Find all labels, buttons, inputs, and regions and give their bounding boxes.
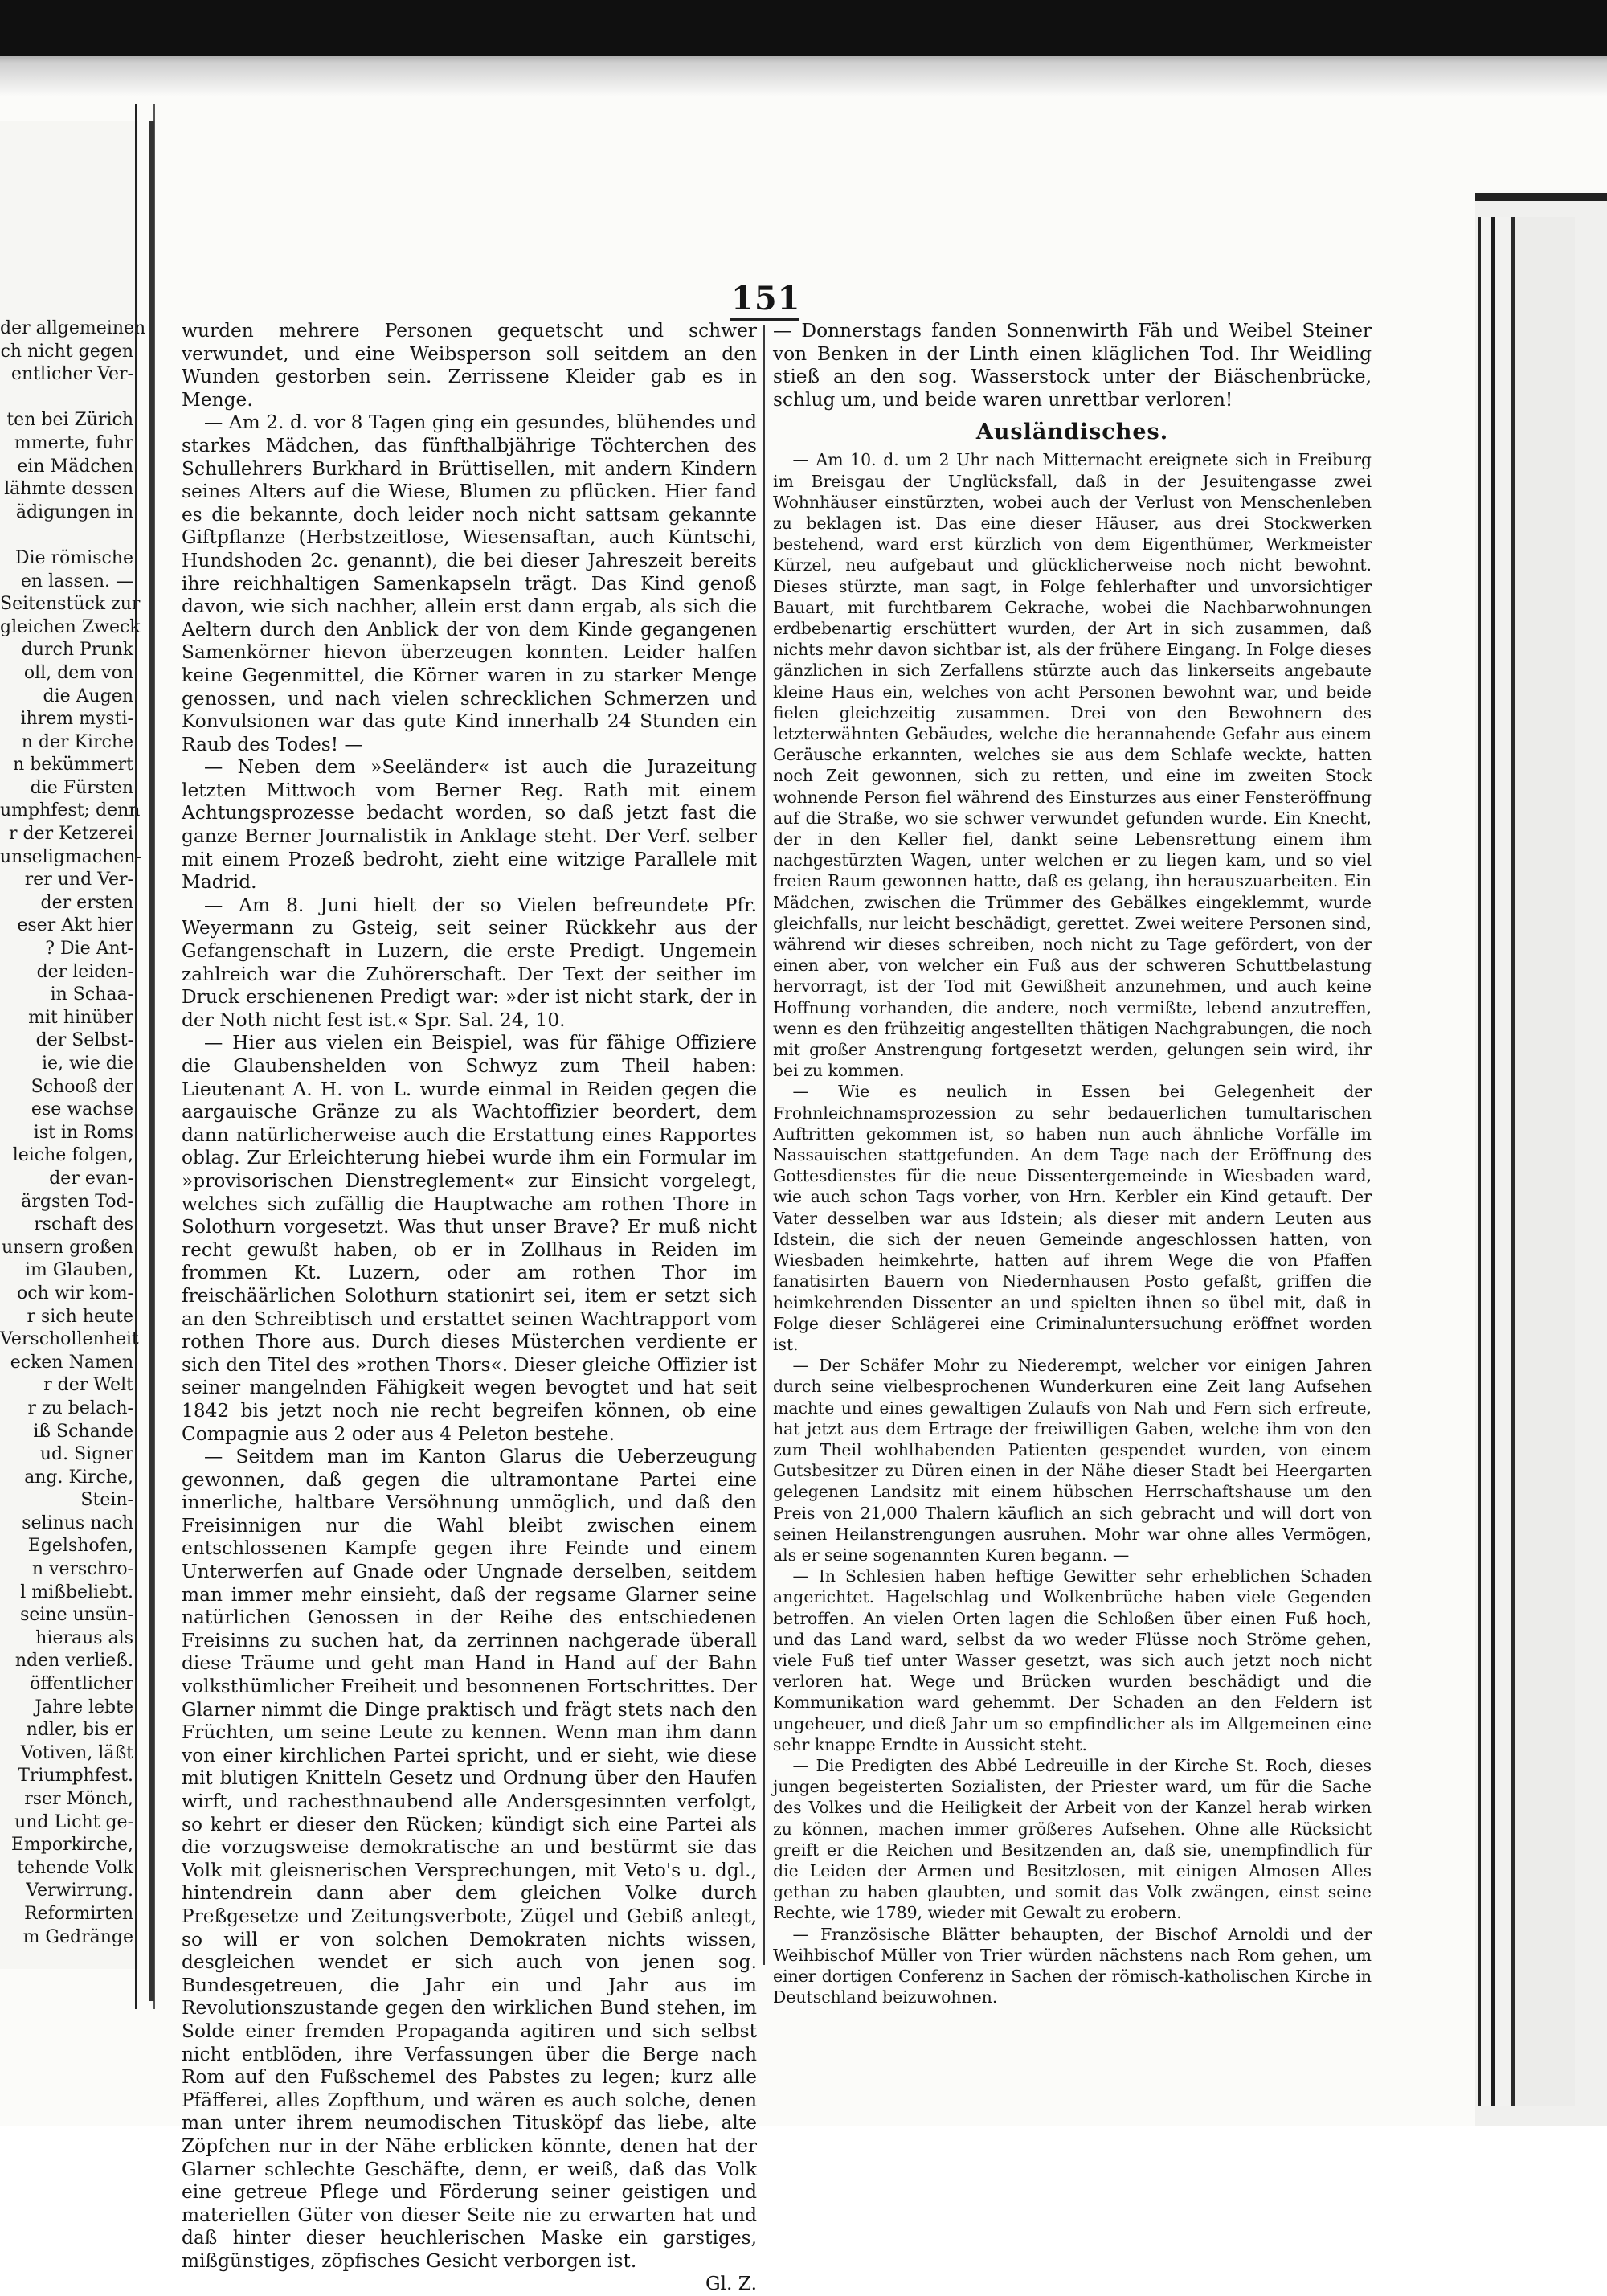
previous-page-line: ein Mädchen xyxy=(17,456,133,477)
column-divider xyxy=(763,325,765,1965)
previous-page-line: die Fürsten xyxy=(30,777,133,798)
article-paragraph: — Der Schäfer Mohr zu Niederempt, welcher vor einigen Jahren durch seine vielbesprochenen Wunderkuren eine Zeit lang Aufsehen machte und eines gewaltigen Zulaufs von Nah und Fern sich erfreute, hat jetzt aus dem Ertrage der freiwilligen Gaben, welche ihm von den zum Theil wohlhabenden Patienten gespendet wurden, von einem Gutsbesitzer zu Düren einen in der Nähe dieser Stadt bei Heergarten gelegenen Landsitz mit einem hübschen Herrschaftshause um den Preis von 21,000 Thalern käuflich an sich gebracht und will dort von seinen Heilanstrengungen ausruhen. Mohr war ohne alles Vermögen, als er seine sogenannten Kuren begann. — xyxy=(773,1356,1372,1565)
article-paragraph: — Am 8. Juni hielt der so Vielen befreundete Pfr. Weyermann zu Gsteig, seit seiner Rückkehr aus der Gefangenschaft in Luzern, die erste Predigt. Ungemein zahlreich war die Zuhörerschaft. Der Text der seither im Druck erschienenen Predigt war: »der ist nicht stark, der in der Noth nicht fest ist.« Spr. Sal. 24, 10. xyxy=(182,894,757,1031)
previous-page-line: unseligmachen- xyxy=(0,846,141,867)
previous-page-line: selinus nach xyxy=(22,1512,133,1533)
previous-page-line: n der Kirche xyxy=(21,731,133,752)
previous-page-line: lähmte dessen xyxy=(4,479,133,500)
previous-page-line: ie, wie die xyxy=(41,1054,133,1074)
previous-page-line: tehende Volk xyxy=(17,1857,133,1878)
previous-page-line: och wir kom- xyxy=(17,1283,133,1304)
previous-page-line: Triumphfest. xyxy=(18,1766,133,1786)
article-paragraph: — Neben dem »Seeländer« ist auch die Jurazeitung letzten Mittwoch vom Berner Reg. Rath mit einem Achtungsprozesse bedacht worden, so daß jetzt fast die ganze Berner Journalistik in Anklage steht. Der Verf. selber mit einem Prozeß bedroht, zieht eine witzige Parallele mit Madrid. xyxy=(182,756,757,894)
previous-page-line: Verschollenheit xyxy=(0,1329,139,1350)
previous-page-line xyxy=(0,387,133,410)
article-signature: Gl. Z. xyxy=(705,2273,757,2295)
previous-page-line: ndler, bis er xyxy=(26,1720,133,1741)
previous-page-line: öffentlicher xyxy=(29,1674,133,1695)
page-number: 151 xyxy=(731,280,801,317)
previous-page-line: der allgemeinen xyxy=(0,318,146,338)
previous-page-line: und Licht ge- xyxy=(14,1811,133,1832)
previous-page-line: Schooß der xyxy=(31,1076,133,1097)
previous-page-line: hieraus als xyxy=(35,1627,133,1648)
previous-page-text xyxy=(0,317,146,1949)
left-column xyxy=(182,320,757,2296)
previous-page-line: rschaft des xyxy=(34,1214,133,1235)
article-paragraph: — Am 2. d. vor 8 Tagen ging ein gesundes, blühendes und starkes Mädchen, das fünfthalbjährige Töchterchen des Schullehrers Burkhard in Brüttisellen, mit andern Kindern seines Alters auf die Wiese, Blumen zu pflücken. Hier fand es die bekannte, doch leider noch nicht sattsam gekannte Giftpflanze (Herbstzeitlose, Wiesensaftan, auch Küntschi, Hundshoden 2c. genannt), die bei dieser Jahreszeit bereits ihre reichhaltigen Samenkapseln trägt. Das Kind genoß davon, wie sich nachher, allein erst dann ergab, als sich die Aeltern durch den Anblick der von dem Kinde gegangenen Samenkörner hievon überzeugen konnten. Leider halfen keine Gegenmittel, die Körner waren in zu starker Menge genossen, und nach vielen schrecklichen Schmerzen und Konvulsionen war das gute Kind innerhalb 24 Stunden ein Raub des Todes! — xyxy=(182,411,757,755)
previous-page-line: der Selbst- xyxy=(35,1030,133,1051)
previous-page-line: im Glauben, xyxy=(24,1260,133,1281)
article-paragraph: — Am 10. d. um 2 Uhr nach Mitternacht ereignete sich in Freiburg im Breisgau der Unglücksfall, daß in der Jesuitengasse zwei Wohnhäuser einstürzten, wobei auch der Verlust von Menschenleben zu beklagen ist. Das eine dieser Häuser, aus drei Stockwerken bestehend, ward erst kürzlich von dem Eigenthümer, Werkmeister Kürzel, neu aufgebaut und glücklicherweise noch nicht bewohnt. Dieses stürzte, man sagt, in Folge fehlerhafter und unvorsichtiger Bauart, mit furchtbarem Gekrache, wobei die Nachbarwohnungen erdbebenartig erschüttert wurden, der Art in sich zusammen, daß nichts mehr davon sichtbar ist, als der frühere Eingang. In Folge dieses gänzlichen in sich Zerfallens stürzte auch das linkerseits angebaute kleine Haus ein, welches von acht Personen bewohnt war, und beide fielen gleichzeitig zusammen. Drei von den Bewohnern des letzterwähnten Gebäudes, welche die herannahende Gefahr aus einem Geräusche erkannten, welches sie aus dem Schlafe weckte, hatten noch Zeit gewonnen, sich zu retten, und eine im zweiten Stock wohnende Person fiel während des Einsturzes aus einer Fensteröffnung auf die Straße, wo sie schwer verwundet gefunden wurde. Ein Knecht, der in den Keller fiel, dankt seine Lebensrettung einem ihm nachgestürzten Wagen, unter welchen er zu liegen kam, und so viel freien Raum gewonnen hatte, daß es gelang, ihn herauszuarbeiten. Ein Mädchen, zwischen die Trümmer des Gebälkes eingeklemmt, wurde gleichfalls, nur leicht beschädigt, gerettet. Zwei weitere Personen sind, während wir dieses schreiben, noch nicht zu Tage gefördert, von der einen aber, von welcher ein Fuß aus der schweren Schuttbelastung hervorragt, ist der Tod mit Gewißheit anzunehmen, und auch keine Hoffnung vorhanden, die andere, noch vermißte, lebend anzutreffen, wenn es den frühzeitig angestellten thätigen Nachgrabungen, die noch mit großer Anstrengung fortgesetzt werden, gelungen sein wird, ihr bei zu kommen. xyxy=(773,450,1372,1081)
intro-paragraph: — Donnerstags fanden Sonnenwirth Fäh und Weibel Steiner von Benken in der Linth einen kläglichen Tod. Ihr Weidling stieß an den sog. Wasserstock unter der Biäschenbrücke, schlug um, und beide waren unrettbar verloren! xyxy=(773,320,1372,411)
previous-page-line: der ersten xyxy=(40,892,133,913)
previous-page-line: Egelshofen, xyxy=(27,1536,133,1557)
previous-page-line xyxy=(0,524,133,547)
previous-page-line: oll, dem von xyxy=(23,662,133,683)
right-column xyxy=(773,320,1372,2007)
previous-page-line: die Augen xyxy=(43,686,133,706)
previous-page-line: r der Welt xyxy=(43,1375,133,1396)
previous-page-line: der evan- xyxy=(49,1168,133,1189)
article-paragraph: wurden mehrere Personen gequetscht und schwer verwundet, und eine Weibsperson soll seitdem an den Wunden gestorben sein. Zerrissene Kleider gab es in Menge. xyxy=(182,320,757,411)
previous-page-line: iß Schande xyxy=(33,1421,133,1442)
previous-page-line: Jahre lebte xyxy=(35,1696,133,1717)
previous-page-line: mmerte, fuhr xyxy=(14,432,133,453)
previous-page-line: durch Prunk xyxy=(21,640,133,661)
previous-page-line: Emporkirche, xyxy=(10,1835,133,1856)
article-paragraph: — Wie es neulich in Essen bei Gelegenheit der Frohnleichnamsprozession zu sehr bedauerlichen tumultarischen Auftritten gekommen ist, so haben nun auch ähnliche Vorfälle im Nassauischen stattgefunden. An dem Tage nach der Eröffnung des Gottesdienstes für die neue Dissentergemeinde in Wiesbaden ward, wie auch schon Tags vorher, von Hrn. Kerbler ein Kind getauft. Der Vater desselben war aus Idstein; als dieser mit andern Leuten aus Idstein, die sich der neuen Gemeinde angeschlossen hatten, von Wiesbaden heimkehrte, hatten auf ihrem Wege die von Pfaffen fanatisirten Bauern von Niedernhausen Posto gefaßt, griffen die heimkehrenden Dissenter an und spielten ihnen so übel mit, daß in Folge dieser Schlägerei eine Criminaluntersuchung eröffnet worden ist. xyxy=(773,1082,1372,1354)
previous-page-line: ch nicht gegen xyxy=(0,341,133,362)
previous-page-line: Votiven, läßt xyxy=(20,1742,133,1763)
article-paragraph: — Die Predigten des Abbé Ledreuille in der Kirche St. Roch, dieses jungen begeisterten Sozialisten, der Priester ward, um für die Sache des Volkes und die Heiligkeit der Arbeit von der Kanzel herab wirken zu können, machen immer größeres Aufsehen. Ohne alle Rücksicht greift er die Reichen und Besitzenden an, daß sie, unempfindlich für die Leiden der Armen und Besitzlosen, mit einigen Almosen Alles gethan zu haben glaubten, und somit das Volk zwängen, einst seine Rechte, wie 1789, wieder mit Gewalt zu erobern. xyxy=(773,1755,1372,1923)
article-paragraph: — Seitdem man im Kanton Glarus die Ueberzeugung gewonnen, daß gegen die ultramontane Partei eine innerliche, haltbare Versöhnung unmöglich, und daß den Freisinnigen nur die Wahl bleibt zwischen einem entschlossenen Kampfe gegen ihre Feinde und einem Unterwerfen auf Gnade oder Ungnade derselben, seitdem man immer mehr einsieht, daß der regsame Glarner seine natürlichen Genossen in der Reihe des entschiedenen Freisinns zu suchen hat, da zerrinnen nachgerade überall diese Träume und geht man Hand in Hand auf der Bahn volksthümlicher Freiheit und besonnenen Fortschrittes. Der Glarner nimmt die Dinge praktisch und frägt stets nach den Früchten, um seine Leute zu kennen. Wenn man ihm dann von einer kirchlichen Partei spricht, und er sieht, wie diese mit blutigen Knitteln Gesetz und Ordnung über den Haufen wirft, und rachesthnaubend alle Andersgesinnten verfolgt, so kehrt er dieser den Rücken; kündigt sich eine Partei als die vorzugsweise demokratische an und bestürmt sie das Volk mit gleisnerischen Versprechungen, mit Veto's u. dgl., hintendrein dann aber dem gleichen Volke durch Preßgesetze und Zeitungsverbote, Zügel und Gebiß anlegt, so will er von solchen Demokraten nichts wissen, desgleichen wendet er sich auch von jenen sog. Bundesgetreuen, die Jahr ein und Jahr aus im Revolutionszustande gegen den wirklichen Bund stehen, im Solde einer fremden Propaganda agitiren und sich selbst nicht entblöden, ihre Verfassungen über die Berge nach Rom auf den Fußschemel des Pabstes zu legen; kurz alle Pfäfferei, alles Zopfthum, und wären es auch solche, denen man unter ihrem neumodischen Titusköpf das liebe, alte Zöpfchen nur in der Nähe erblicken könnte, denen hat der Glarner schlechte Geschäfte, denn, er weiß, daß das Volk eine getreue Pflege und Förderung seiner geistigen und materiellen Güter von dieser Seite nie zu erwarten hat und daß hinter dieser heuchlerischen Maske ein garstiges, mißgünstiges, zöpfisches Gesicht verborgen ist. xyxy=(182,1446,757,2272)
article-paragraph: — Hier aus vielen ein Beispiel, was für fähige Offiziere die Glaubenshelden von Schwyz zum Theil haben: Lieutenant A. H. von L. wurde einmal in Reiden gegen die aargauische Gränze zu als Wachtoffizier beordert, dem dann natürlicherweise auch die Erstattung eines Rapportes oblag. Zur Erleichterung hiebei wurde ihm ein Formular im »provisorischen Dienstreglement« zur Einsicht vorgelegt, welches sich zufällig die Hauptwache am rothen Thore in Solothurn vorgesetzt. Was thut unser Brave? Er muß nicht recht gewußt haben, ob er in Zollhaus in Reiden im frommen Kt. Luzern, oder am rothen Thor im freischäärlichen Solothurn stationirt sei, item er setzt sich an den Schreibtisch und erstattet seinen Wachtrapport vom rothen Thore aus. Durch dieses Müsterchen verdiente er sich den Titel des »rothen Thors«. Dieser gleiche Offizier ist seiner mangelnden Fähigkeit wegen bevogtet und hat seit 1842 bis jetzt noch nie recht begreifen können, ob eine Compagnie aus 2 oder aus 4 Peleton bestehe. xyxy=(182,1032,757,1445)
previous-page-line: unsern großen xyxy=(1,1237,133,1258)
gutter-line xyxy=(149,121,154,2001)
previous-page-line: Die römische xyxy=(14,547,133,568)
previous-page-line: rer und Ver- xyxy=(24,870,133,890)
previous-page-line: Verwirrung. xyxy=(26,1881,133,1901)
previous-page-line: Reformirten xyxy=(24,1903,133,1924)
previous-page-line: ? Die Ant- xyxy=(45,939,133,960)
previous-page-line: ihrem mysti- xyxy=(20,709,133,730)
previous-page-line: seine unsün- xyxy=(20,1605,133,1626)
previous-page-line: ud. Signer xyxy=(39,1444,133,1465)
previous-page-line: Seitenstück zur xyxy=(0,594,141,615)
previous-page-line: r der Ketzerei xyxy=(8,824,133,845)
previous-page-line: ist in Roms xyxy=(33,1122,133,1143)
previous-page-line: ang. Kirche, xyxy=(24,1467,133,1488)
previous-page-line: r zu belach- xyxy=(27,1398,133,1418)
previous-page-line: ärgsten Tod- xyxy=(21,1191,133,1212)
previous-page-line: rser Mönch, xyxy=(24,1789,133,1809)
previous-page-line: ädigungen in xyxy=(15,501,133,522)
previous-page-line: ecken Namen xyxy=(10,1352,133,1373)
previous-page-line: n bekümmert xyxy=(13,755,133,776)
previous-page-line: m Gedränge xyxy=(22,1926,133,1947)
previous-page-line: ese wachse xyxy=(31,1099,133,1120)
article-paragraph: — In Schlesien haben heftige Gewitter sehr erheblichen Schaden angerichtet. Hagelschlag und Wolkenbrüche haben viele Gegenden betroffen. An vielen Orten lagen die Schloßen über einen Fuß hoch, und das Land ward, selbst da wo weder Flüsse noch Ströme gehen, viele Fuß tief unter Wasser gesetzt, was sich auch jetzt noch nicht verloren hat. Wege und Brücken wurden beschädigt und die Kommunikation ward gehemmt. Der Schaden an den Feldern ist ungeheuer, und dieß Jahr um so empfindlicher als im Allgemeinen eine sehr knappe Erndte in Aussicht steht. xyxy=(773,1566,1372,1754)
previous-page-line: n verschro- xyxy=(31,1559,133,1580)
left-column-paragraphs xyxy=(182,320,757,2273)
previous-page-line: l mißbeliebt. xyxy=(20,1582,133,1602)
article-paragraph: — Französische Blätter behaupten, der Bischof Arnoldi und der Weihbischof Müller von Trier würden nächstens nach Rom gehen, um einer dortigen Conferenz in Sachen der römisch-katholischen Kirche in Deutschland beizuwohnen. xyxy=(773,1924,1372,2007)
previous-page-line: ten bei Zürich xyxy=(6,410,133,431)
previous-page-line: leiche folgen, xyxy=(12,1145,133,1166)
previous-page-line: en lassen. — xyxy=(20,571,133,591)
previous-page-line: Stein- xyxy=(80,1490,133,1511)
previous-page-line: r sich heute xyxy=(27,1306,133,1327)
previous-page-line: eser Akt hier xyxy=(17,915,133,936)
previous-page-line: der leiden- xyxy=(36,961,133,982)
book-binding xyxy=(1478,217,1575,2106)
section-heading: Ausländisches. xyxy=(975,420,1169,445)
previous-page-line: in Schaa- xyxy=(50,984,133,1005)
right-column-paragraphs xyxy=(773,449,1372,2007)
previous-page-line: gleichen Zweck xyxy=(0,616,141,637)
scanner-shadow xyxy=(0,0,1607,96)
previous-page-line: umphfest; denn xyxy=(0,800,141,821)
previous-page-line: entlicher Ver- xyxy=(11,364,133,385)
previous-page-line: mit hinüber xyxy=(28,1007,133,1028)
previous-page-line: nden verließ. xyxy=(14,1651,133,1672)
